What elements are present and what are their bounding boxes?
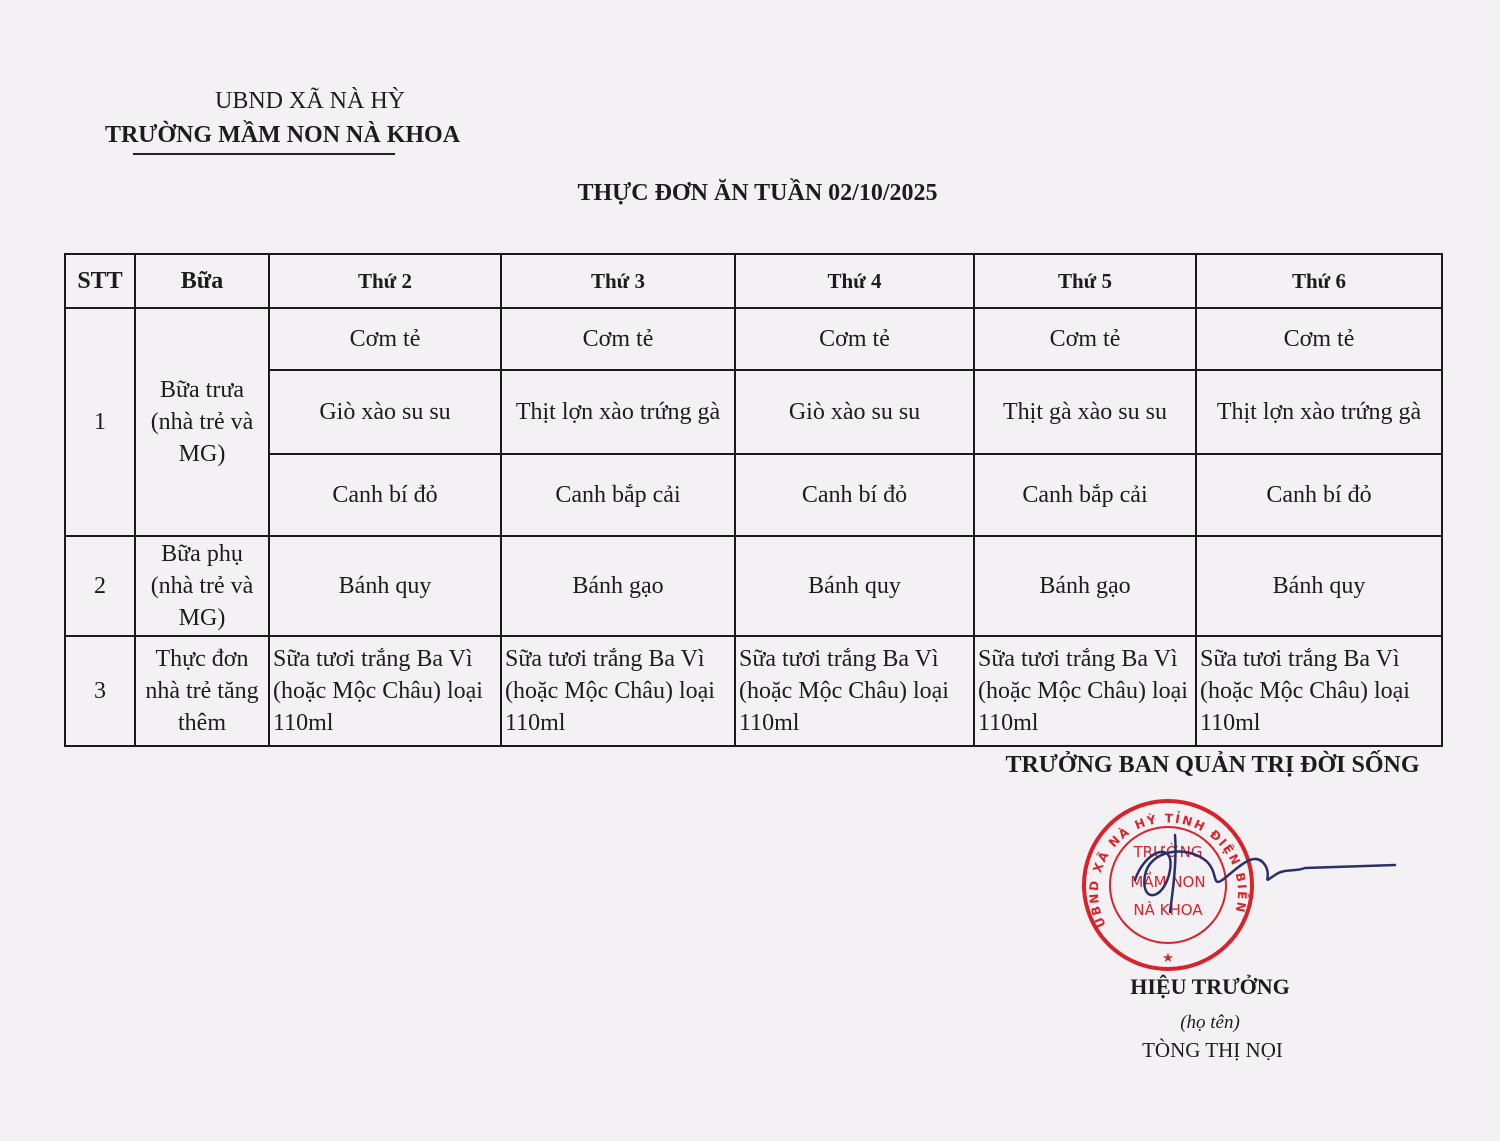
dish-cell: Sữa tươi trắng Ba Vì (hoặc Mộc Châu) loại 110ml	[1196, 636, 1442, 746]
dish-cell: Bánh gạo	[501, 536, 735, 636]
column-header-stt: STT	[65, 254, 135, 308]
dish-cell: Thịt lợn xào trứng gà	[501, 370, 735, 454]
dish-cell: Canh bí đỏ	[269, 454, 501, 536]
dish-cell: Bánh quy	[735, 536, 974, 636]
dish-cell: Cơm tẻ	[269, 308, 501, 370]
seal-line-3: NÀ KHOA	[1133, 901, 1203, 919]
column-header-meal: Bữa	[135, 254, 269, 308]
document-title: THỰC ĐƠN ĂN TUẦN 02/10/2025	[577, 180, 938, 206]
dish-cell: Canh bắp cải	[974, 454, 1196, 536]
dish-cell: Cơm tẻ	[735, 308, 974, 370]
dish-cell: Sữa tươi trắng Ba Vì (hoặc Mộc Châu) loại 110ml	[269, 636, 501, 746]
dish-cell: Bánh quy	[269, 536, 501, 636]
table-row	[65, 636, 1442, 746]
table-row	[65, 370, 1442, 454]
dish-cell: Thịt gà xào su su	[974, 370, 1196, 454]
org-name: UBND XÃ NÀ HỲ	[215, 88, 405, 114]
meal-name-cell: Bữa trưa (nhà trẻ và MG)	[135, 308, 269, 536]
dish-cell: Sữa tươi trắng Ba Vì (hoặc Mộc Châu) loại 110ml	[735, 636, 974, 746]
stt-cell: 3	[65, 636, 135, 746]
table-row	[65, 536, 1442, 636]
signature-title: TRƯỞNG BAN QUẢN TRỊ ĐỜI SỐNG	[1005, 752, 1420, 778]
dish-cell: Canh bí đỏ	[735, 454, 974, 536]
dish-cell: Giò xào su su	[735, 370, 974, 454]
column-header-tuesday: Thứ 3	[501, 254, 735, 308]
seal-line-2: MẦM NON	[1130, 873, 1206, 891]
school-name: TRƯỜNG MẦM NON NÀ KHOA	[104, 122, 461, 148]
meal-name-cell: Thực đơn nhà trẻ tăng thêm	[135, 636, 269, 746]
dish-cell: Sữa tươi trắng Ba Vì (hoặc Mộc Châu) loại 110ml	[501, 636, 735, 746]
table-row	[65, 308, 1442, 370]
table-header-row	[65, 254, 1442, 308]
seal-star-icon: ★	[1162, 951, 1174, 966]
meal-name-cell: Bữa phụ (nhà trẻ và MG)	[135, 536, 269, 636]
principal-title: HIỆU TRƯỞNG	[1130, 974, 1290, 999]
dish-cell: Cơm tẻ	[974, 308, 1196, 370]
menu-table	[64, 253, 1443, 747]
column-header-wednesday: Thứ 4	[735, 254, 974, 308]
dish-cell: Cơm tẻ	[1196, 308, 1442, 370]
dish-cell: Bánh gạo	[974, 536, 1196, 636]
seal-line-1: TRƯỜNG	[1133, 843, 1203, 861]
column-header-thursday: Thứ 5	[974, 254, 1196, 308]
dish-cell: Canh bí đỏ	[1196, 454, 1442, 536]
column-header-friday: Thứ 6	[1196, 254, 1442, 308]
dish-cell: Bánh quy	[1196, 536, 1442, 636]
handwritten-signature	[1115, 830, 1400, 915]
table-row	[65, 454, 1442, 536]
principal-name: TÒNG THỊ NỌI	[1142, 1038, 1283, 1062]
dish-cell: Giò xào su su	[269, 370, 501, 454]
stt-cell: 1	[65, 308, 135, 536]
dish-cell: Cơm tẻ	[501, 308, 735, 370]
name-hint: (họ tên)	[1180, 1012, 1240, 1033]
school-underline	[133, 153, 395, 155]
column-header-monday: Thứ 2	[269, 254, 501, 308]
dish-cell: Thịt lợn xào trứng gà	[1196, 370, 1442, 454]
dish-cell: Sữa tươi trắng Ba Vì (hoặc Mộc Châu) loại 110ml	[974, 636, 1196, 746]
seal-ring-text: UBND XÃ NÀ HỲ TỈNH ĐIỆN BIÊN	[1086, 811, 1250, 930]
stt-cell: 2	[65, 536, 135, 636]
dish-cell: Canh bắp cải	[501, 454, 735, 536]
